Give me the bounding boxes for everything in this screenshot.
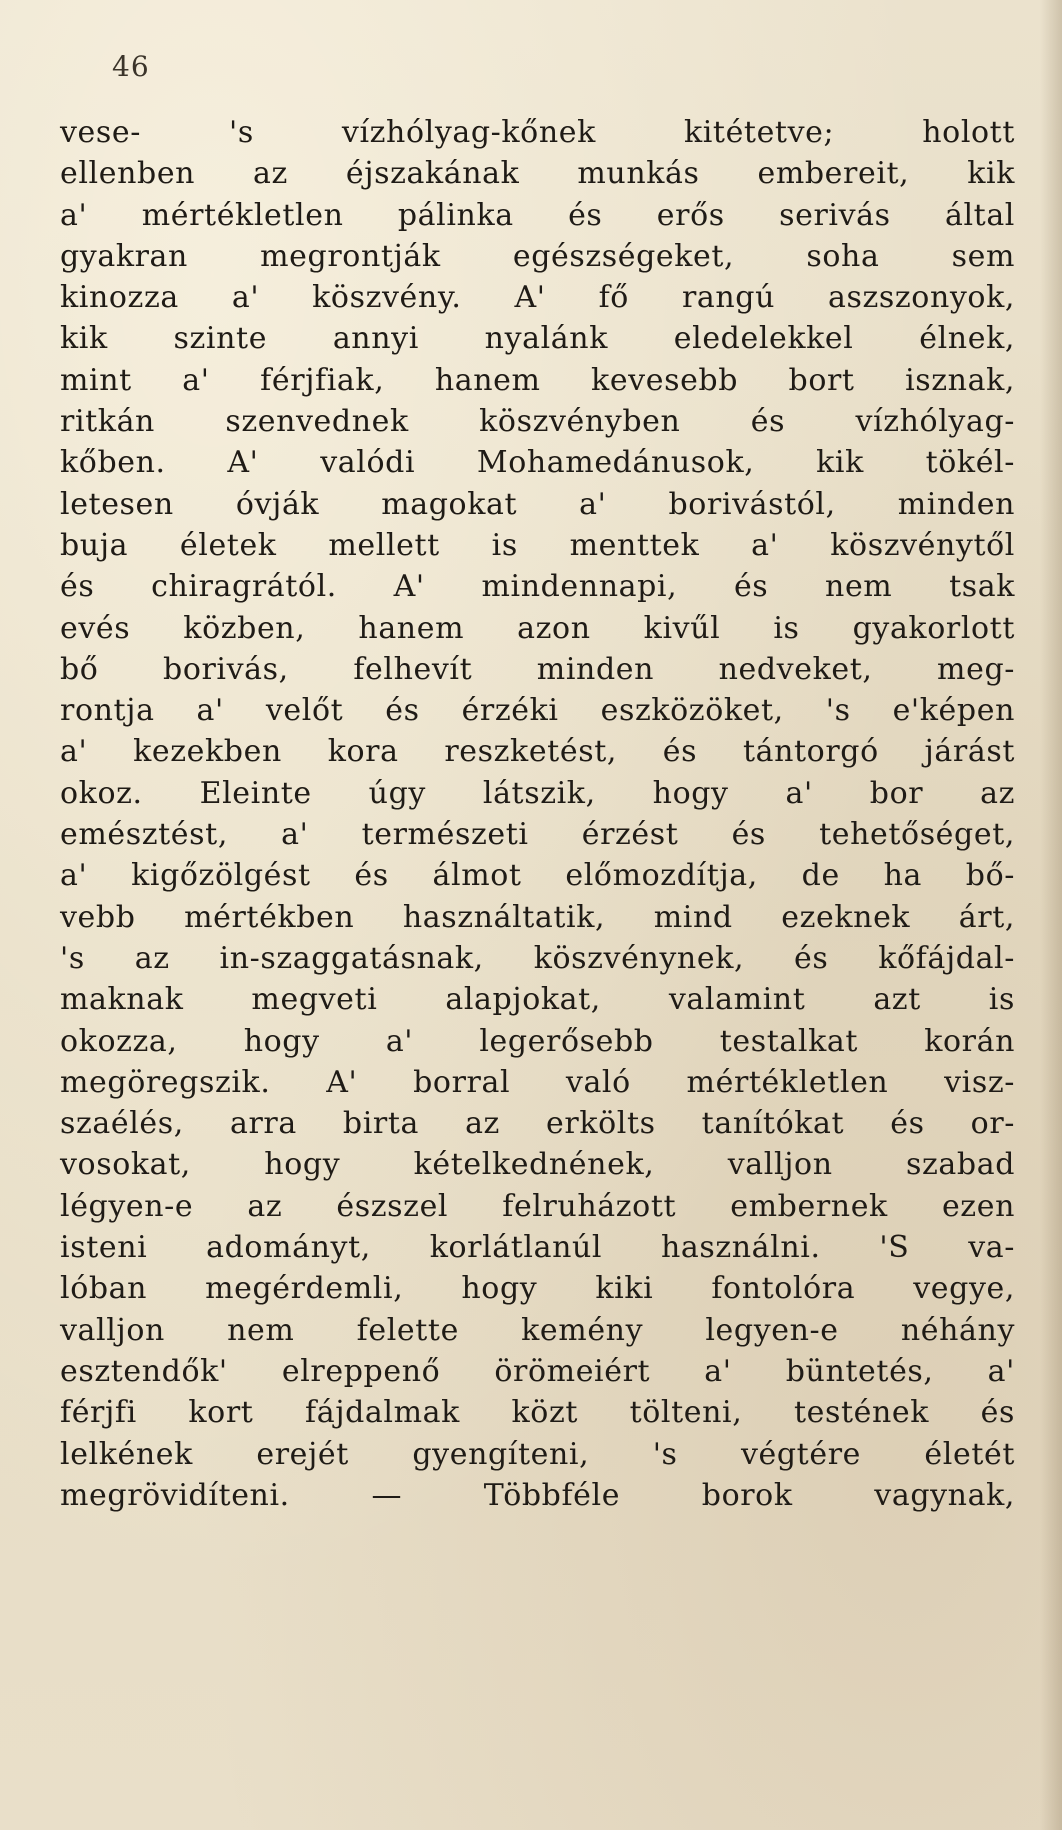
text-line: a' mértékletlen pálinka és erős serivás által: [60, 197, 1015, 233]
text-line: szaélés, arra birta az erkölts tanítókat és or-: [60, 1106, 1015, 1142]
text-line: isteni adományt, korlátlanúl használni. 'S va-: [60, 1230, 1015, 1266]
text-line: lóban megérdemli, hogy kiki fontolóra vegye,: [60, 1271, 1015, 1307]
page-number: 46: [112, 50, 150, 83]
text-line: rontja a' velőt és érzéki eszközöket, 's e'képen: [60, 693, 1015, 729]
text-line: gyakran megrontják egészségeket, soha sem: [60, 238, 1015, 274]
text-line: kik szinte annyi nyalánk eledelekkel élnek,: [60, 321, 1015, 357]
body-text: [60, 112, 1015, 1516]
text-line: ritkán szenvednek köszvényben és vízhólyag-: [60, 404, 1015, 440]
text-line: vebb mértékben használtatik, mind ezeknek árt,: [60, 899, 1015, 935]
text-line: megrövidíteni. — Többféle borok vagynak,: [60, 1477, 1015, 1513]
text-line: vosokat, hogy kételkednének, valljon szabad: [60, 1147, 1015, 1183]
text-line: ellenben az éjszakának munkás embereit, kik: [60, 156, 1015, 192]
text-line: lelkének erejét gyengíteni, 's végtére életét: [60, 1436, 1015, 1472]
text-line: mint a' férjfiak, hanem kevesebb bort isznak,: [60, 362, 1015, 398]
text-line: a' kigőzölgést és álmot előmozdítja, de ha bő-: [60, 858, 1015, 894]
text-line: buja életek mellett is menttek a' köszvénytől: [60, 527, 1015, 563]
text-line: evés közben, hanem azon kivűl is gyakorlott: [60, 610, 1015, 646]
text-line: megöregszik. A' borral való mértékletlen visz-: [60, 1064, 1015, 1100]
text-line: okoz. Eleinte úgy látszik, hogy a' bor az: [60, 775, 1015, 811]
text-line: légyen-e az észszel felruházott embernek ezen: [60, 1188, 1015, 1224]
text-line: valljon nem felette kemény legyen-e néhány: [60, 1312, 1015, 1348]
text-line: és chiragrától. A' mindennapi, és nem tsak: [60, 569, 1015, 605]
text-line: 's az in-szaggatásnak, köszvénynek, és kőfájdal-: [60, 940, 1015, 976]
text-line: a' kezekben kora reszketést, és tántorgó járást: [60, 734, 1015, 770]
text-line: kinozza a' köszvény. A' fő rangú aszszonyok,: [60, 280, 1015, 316]
text-line: maknak megveti alapjokat, valamint azt is: [60, 982, 1015, 1018]
text-line: kőben. A' valódi Mohamedánusok, kik tökél-: [60, 445, 1015, 481]
page-edge-shadow: [1040, 0, 1062, 1830]
text-line: férjfi kort fájdalmak közt tölteni, testének és: [60, 1395, 1015, 1431]
text-line: letesen óvják magokat a' borivástól, minden: [60, 486, 1015, 522]
text-line: bő borivás, felhevít minden nedveket, meg-: [60, 651, 1015, 687]
text-line: esztendők' elreppenő örömeiért a' büntetés, a': [60, 1353, 1015, 1389]
text-line: emésztést, a' természeti érzést és tehetőséget,: [60, 817, 1015, 853]
text-line: vese- 's vízhólyag-kőnek kitétetve; holott: [60, 115, 1015, 150]
text-line: okozza, hogy a' legerősebb testalkat korán: [60, 1023, 1015, 1059]
